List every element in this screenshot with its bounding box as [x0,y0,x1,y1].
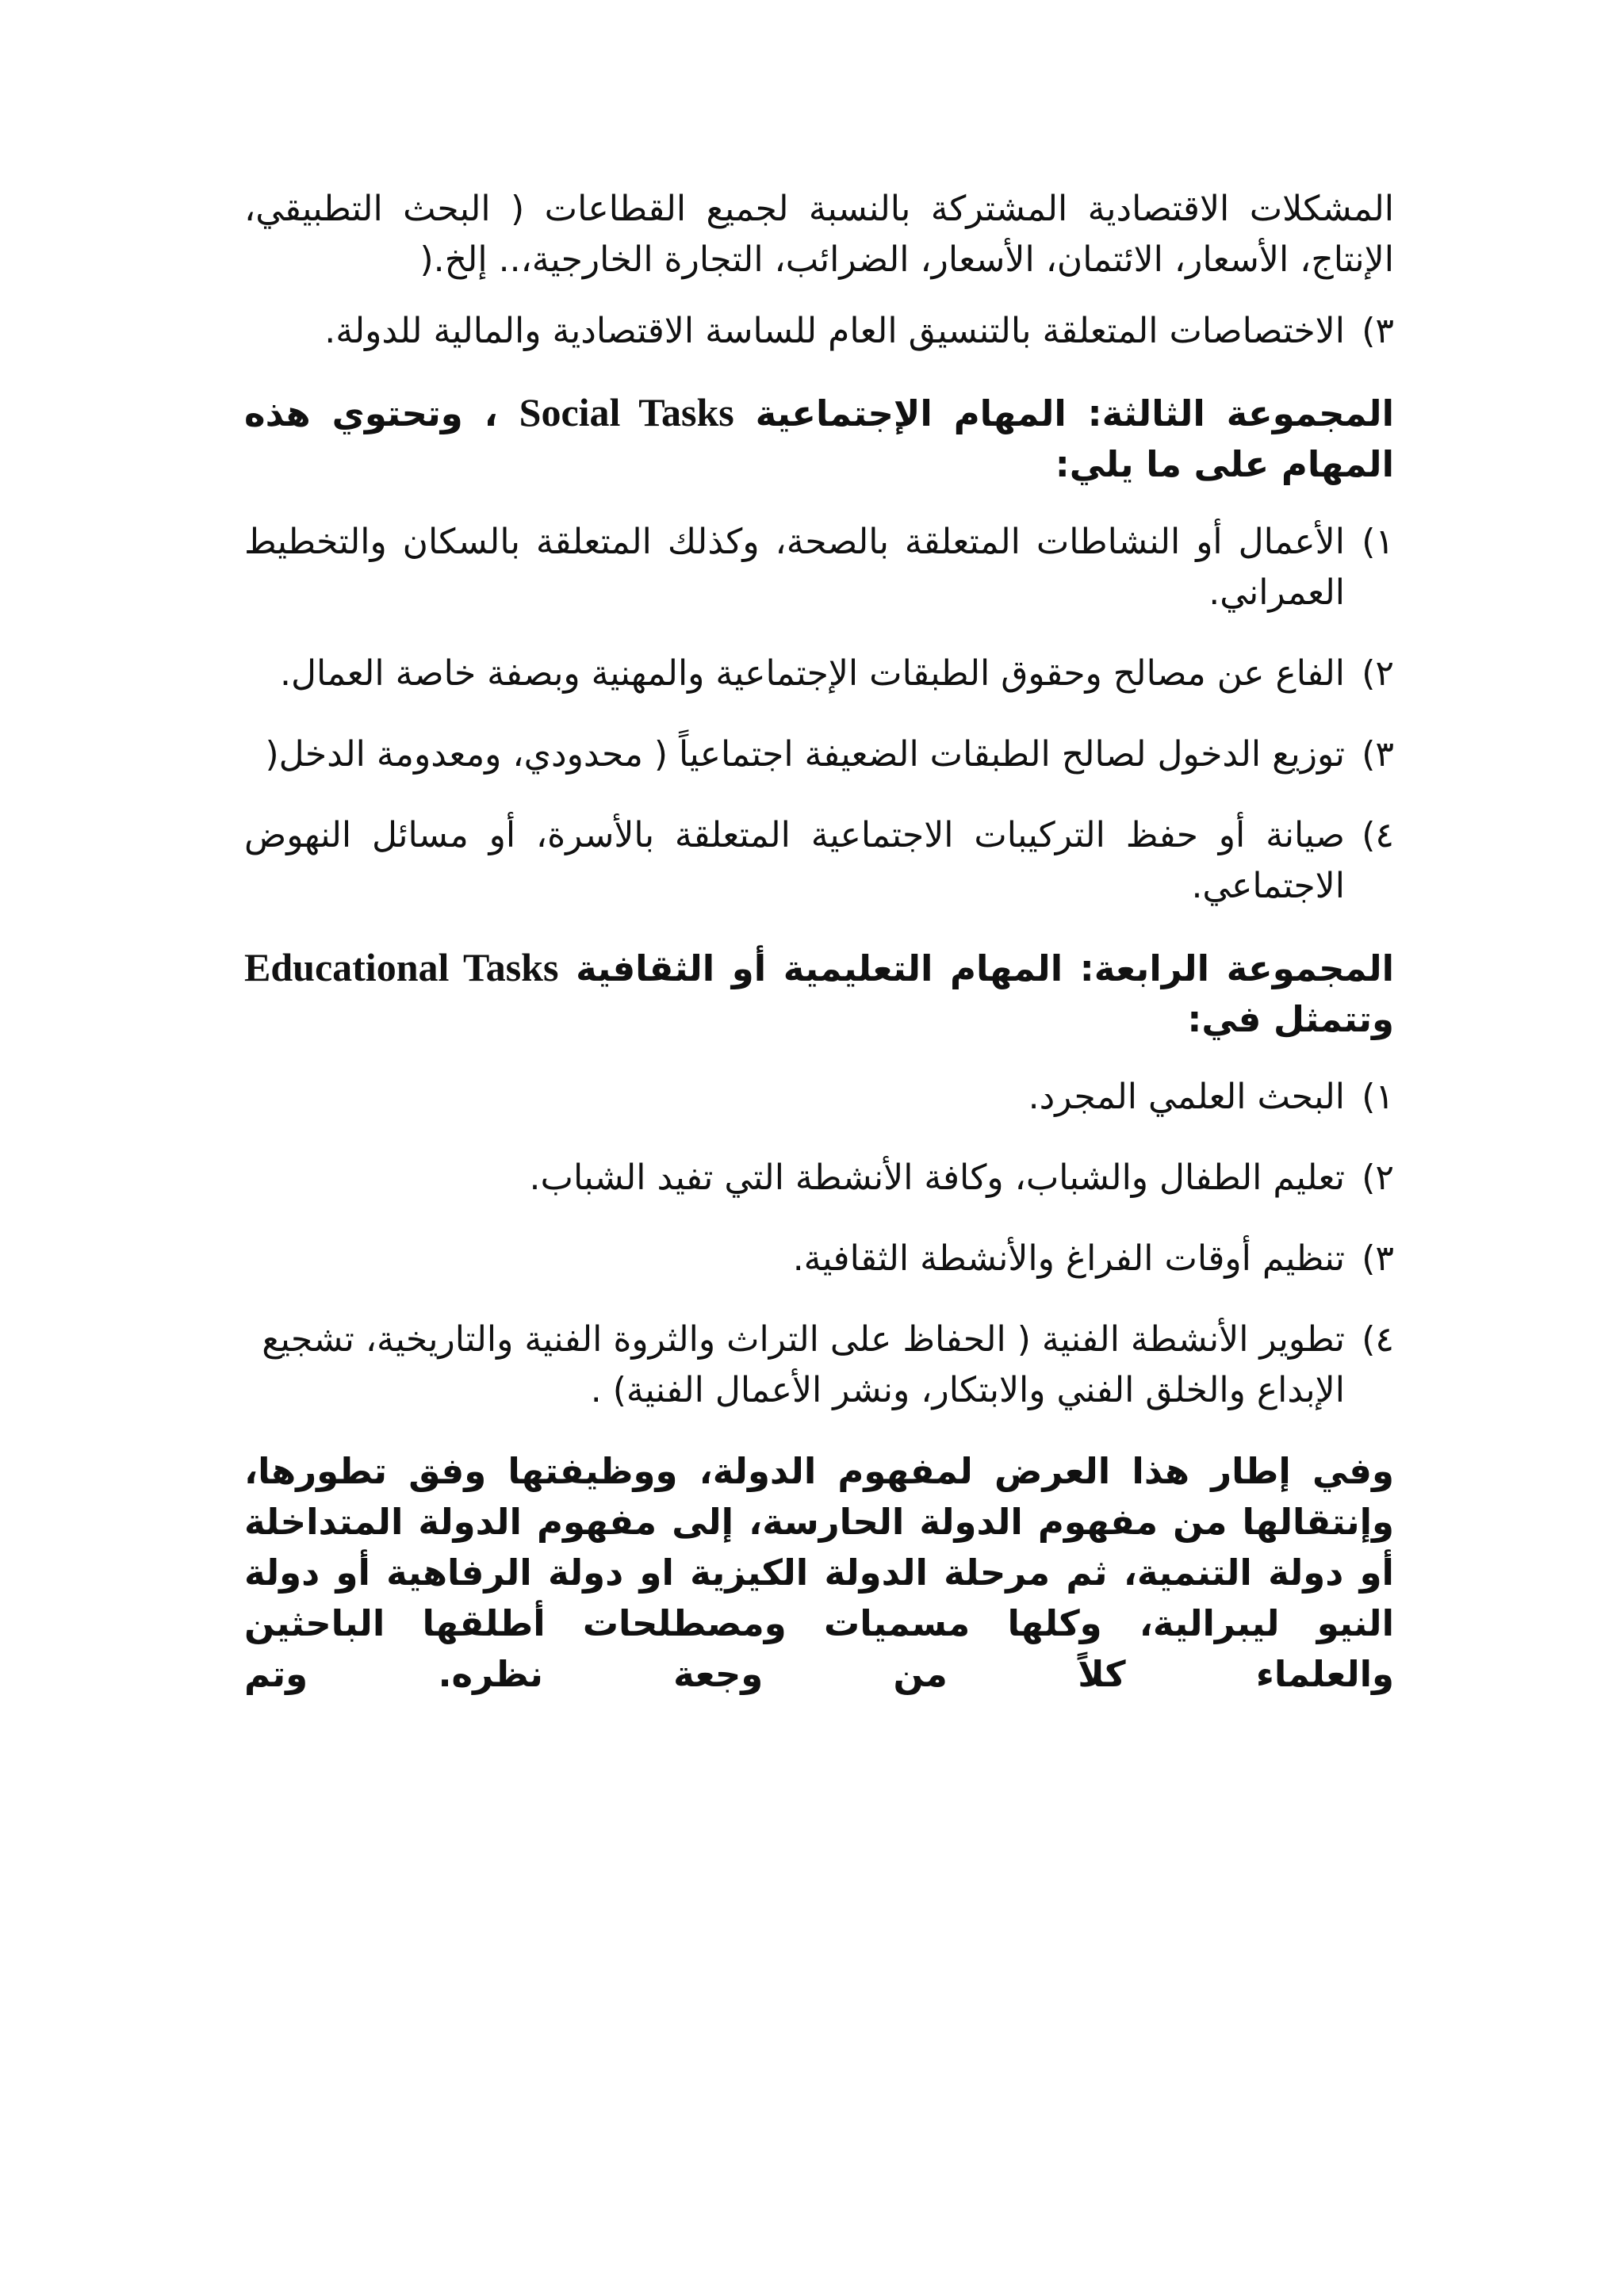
list-item [244,1072,1394,1123]
list-item-text: تعليم الطفال والشباب، وكافة الأنشطة التي تفيد الشباب. [529,1158,1345,1198]
heading-arabic-prefix: المجموعة الرابعة: المهام التعليمية أو الثقافية [576,947,1395,989]
list-item-text: الاختصاصات المتعلقة بالتنسيق العام للساسة الاقتصادية والمالية للدولة. [324,311,1345,351]
social-tasks-heading [244,387,1394,490]
list-item-number: ٤) [1362,815,1394,855]
list-item-number: ٣) [1362,1238,1394,1279]
list-item-number: ٢) [1362,653,1394,694]
heading-arabic-suffix: وتتمثل في: [1187,998,1394,1040]
heading-english-term: Social Tasks [519,390,734,434]
list-item [244,810,1394,912]
list-item [244,1234,1394,1284]
list-item [244,1153,1394,1203]
closing-paragraph: وفي إطار هذا العرض لمفهوم الدولة، ووظيفتها وفق تطورها، وإنتقالها من مفهوم الدولة الحارسة، إلى مفهوم الدولة المتداخلة أو دولة التنمية، ثم مرحلة الدولة الكيزية او دولة الرفاهية أو دولة النيو ليبرالية، وكلها مسميات ومصطلحات أطلقها الباحثين والعلماء كلاً من وجعة نظره. وتم [244,1450,1394,1695]
continuation-paragraph: المشكلات الاقتصادية المشتركة بالنسبة لجميع القطاعات ( البحث التطبيقي، الإنتاج، الأسعار، الائتمان، الأسعار، الضرائب، التجارة الخارجية،.. إلخ.( [244,189,1394,280]
educational-tasks-list [244,1072,1394,1416]
list-item-number: ١) [1362,1077,1394,1117]
economic-tasks-list [244,306,1394,357]
list-item-text: تنظيم أوقات الفراغ والأنشطة الثقافية. [792,1238,1345,1279]
list-item [244,729,1394,780]
list-item-text: الأعمال أو النشاطات المتعلقة بالصحة، وكذلك المتعلقة بالسكان والتخطيط العمراني. [244,522,1345,613]
heading-english-term: Educational Tasks [244,945,559,989]
heading-arabic-prefix: المجموعة الثالثة: المهام الإجتماعية [755,392,1394,434]
list-item-text: الفاع عن مصالح وحقوق الطبقات الإجتماعية والمهنية وبصفة خاصة العمال. [280,653,1345,694]
list-item-text: تطوير الأنشطة الفنية ( الحفاظ على التراث والثروة الفنية والتاريخية، تشجيع الإبداع والخلق الفني والابتكار، ونشر الأعمال الفنية) . [262,1319,1345,1410]
list-item-text: توزيع الدخول لصالح الطبقات الضعيفة اجتماعياً ( محدودي، ومعدومة الدخل( [265,734,1345,775]
list-item [244,306,1394,357]
list-item-number: ١) [1362,522,1394,562]
list-item-number: ٣) [1362,734,1394,775]
list-item [244,649,1394,699]
list-item [244,1314,1394,1416]
document-page [244,184,1394,1735]
heading-arabic-suffix: ، وتحتوي هذه المهام على ما يلي: [244,392,1394,485]
list-item-number: ٣) [1362,311,1394,351]
list-item-number: ٤) [1362,1319,1394,1360]
list-item-text: البحث العلمي المجرد. [1028,1077,1345,1117]
list-item [244,517,1394,618]
list-item-text: صيانة أو حفظ التركيبات الاجتماعية المتعلقة بالأسرة، أو مسائل النهوض الاجتماعي. [244,815,1345,906]
educational-tasks-heading [244,942,1394,1045]
social-tasks-list [244,517,1394,912]
list-item-number: ٢) [1362,1158,1394,1198]
